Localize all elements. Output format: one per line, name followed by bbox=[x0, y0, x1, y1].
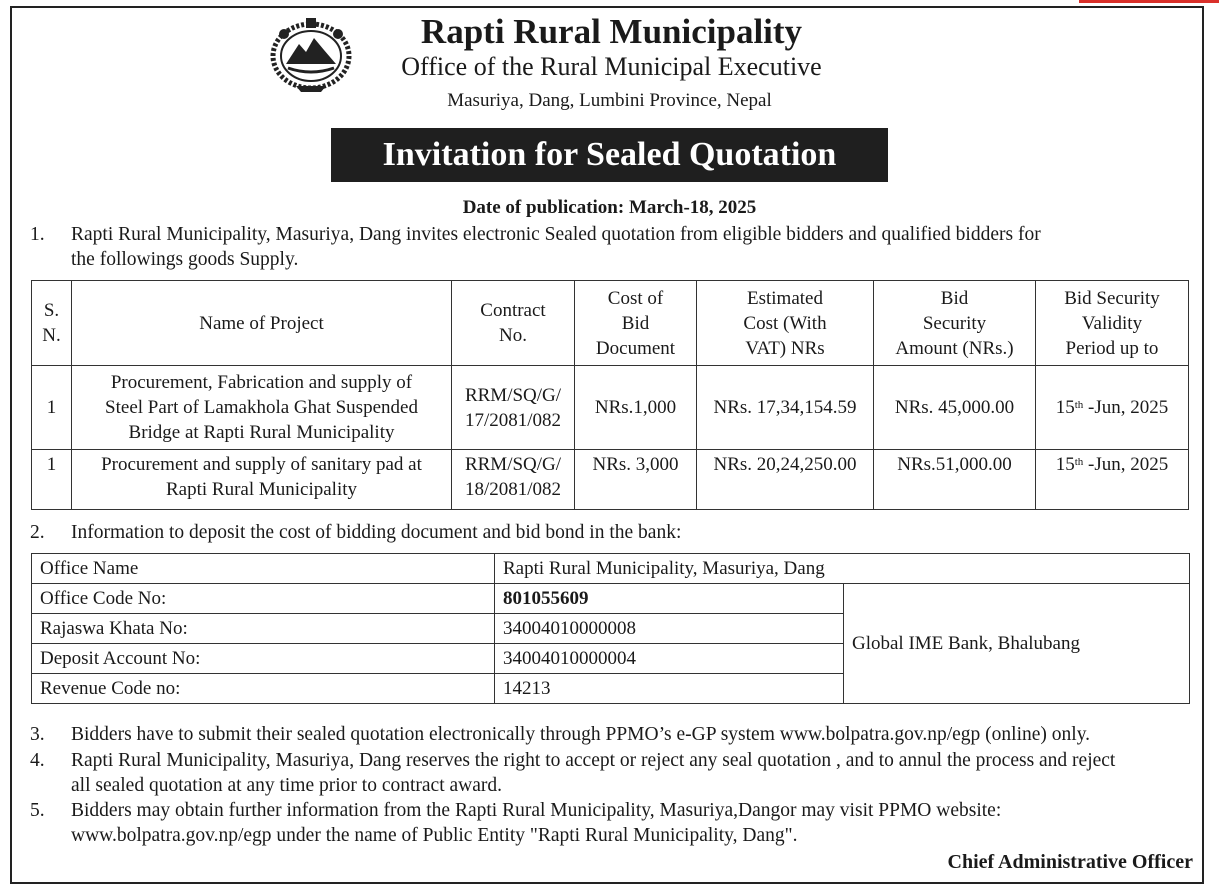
row-validity: 15th -Jun, 2025 bbox=[1036, 450, 1189, 510]
header-cost-of-document: Cost of Bid Document bbox=[575, 281, 697, 366]
row-contract-no: RRM/SQ/G/ 18/2081/082 bbox=[452, 450, 575, 510]
table-header-row bbox=[32, 281, 1189, 366]
clause-4-line-2: all sealed quotation at any time prior to contract award. bbox=[71, 775, 503, 796]
clause-4 bbox=[30, 748, 1192, 798]
intro-clause bbox=[30, 222, 1192, 272]
clause-number: 2. bbox=[30, 522, 45, 543]
clause-number: 5. bbox=[30, 800, 45, 821]
header-estimated-cost: Estimated Cost (With VAT) NRs bbox=[697, 281, 874, 366]
row-cost-of-document: NRs. 3,000 bbox=[575, 450, 697, 510]
table-row bbox=[32, 450, 1189, 510]
office-name-value: Rapti Rural Municipality, Masuriya, Dang bbox=[495, 554, 1190, 584]
office-name-label: Office Name bbox=[32, 554, 495, 584]
intro-line-1: Rapti Rural Municipality, Masuriya, Dang invites electronic Sealed quotation from eligible bidders and qualified bidders for bbox=[71, 224, 1041, 245]
deposit-info-clause bbox=[30, 520, 1192, 545]
deposit-info-text: Information to deposit the cost of bidding document and bid bond in the bank: bbox=[71, 522, 682, 543]
deposit-account-label: Deposit Account No: bbox=[32, 644, 495, 674]
header-project-name: Name of Project bbox=[72, 281, 452, 366]
row-contract-no: RRM/SQ/G/ 17/2081/082 bbox=[452, 366, 575, 450]
row-project-name: Procurement and supply of sanitary pad at Rapti Rural Municipality bbox=[72, 450, 452, 510]
bank-name: Global IME Bank, Bhalubang bbox=[844, 584, 1190, 704]
rajaswa-value: 34004010000008 bbox=[495, 614, 844, 644]
header-bid-security: Bid Security Amount (NRs.) bbox=[874, 281, 1036, 366]
intro-line-2: the followings goods Supply. bbox=[71, 249, 299, 270]
rajaswa-label: Rajaswa Khata No: bbox=[32, 614, 495, 644]
office-code-label: Office Code No: bbox=[32, 584, 495, 614]
row-project-name: Procurement, Fabrication and supply of Steel Part of Lamakhola Ghat Suspended Bridge at Rapti Rural Municipality bbox=[72, 366, 452, 450]
publication-date: Date of publication: March-18, 2025 bbox=[462, 197, 757, 218]
table-row bbox=[32, 584, 1190, 614]
clause-3 bbox=[30, 722, 1192, 747]
clause-5-line-2: www.bolpatra.gov.np/egp under the name of Public Entity "Rapti Rural Municipality, Dang". bbox=[71, 825, 798, 846]
clause-4-line-1: Rapti Rural Municipality, Masuriya, Dang reserves the right to accept or reject any seal quotation , and to annul the process and reject bbox=[71, 750, 1116, 771]
notice-title: Invitation for Sealed Quotation bbox=[331, 128, 888, 182]
top-accent-bar bbox=[1079, 0, 1219, 3]
table-row bbox=[32, 554, 1190, 584]
office-name: Office of the Rural Municipal Executive bbox=[401, 52, 822, 81]
deposit-account-value: 34004010000004 bbox=[495, 644, 844, 674]
office-code-value: 801055609 bbox=[495, 584, 844, 614]
clause-number: 3. bbox=[30, 724, 45, 745]
row-bid-security: NRs.51,000.00 bbox=[874, 450, 1036, 510]
bank-info-table bbox=[31, 553, 1190, 704]
row-estimated-cost: NRs. 20,24,250.00 bbox=[697, 450, 874, 510]
org-name: Rapti Rural Municipality bbox=[420, 12, 803, 51]
signoff: Chief Administrative Officer bbox=[947, 851, 1193, 873]
header-contract-no: Contract No. bbox=[452, 281, 575, 366]
table-row bbox=[32, 366, 1189, 450]
projects-table bbox=[31, 280, 1189, 510]
row-cost-of-document: NRs.1,000 bbox=[575, 366, 697, 450]
header-validity: Bid Security Validity Period up to bbox=[1036, 281, 1189, 366]
clause-5-line-1: Bidders may obtain further information from the Rapti Rural Municipality, Masuriya,Dangor may visit PPMO website: bbox=[71, 800, 1002, 821]
row-bid-security: NRs. 45,000.00 bbox=[874, 366, 1036, 450]
office-address: Masuriya, Dang, Lumbini Province, Nepal bbox=[447, 90, 772, 111]
revenue-code-label: Revenue Code no: bbox=[32, 674, 495, 704]
clause-3-text: Bidders have to submit their sealed quotation electronically through PPMO’s e-GP system www.bolpatra.gov.np/egp (online) only. bbox=[71, 724, 1091, 745]
clause-5 bbox=[30, 798, 1192, 848]
row-estimated-cost: NRs. 17,34,154.59 bbox=[697, 366, 874, 450]
revenue-code-value: 14213 bbox=[495, 674, 844, 704]
clause-number: 4. bbox=[30, 750, 45, 771]
row-sn: 1 bbox=[32, 366, 72, 450]
header-sn: S. N. bbox=[32, 281, 72, 366]
row-validity: 15th -Jun, 2025 bbox=[1036, 366, 1189, 450]
row-sn: 1 bbox=[32, 450, 72, 510]
clause-number: 1. bbox=[30, 224, 45, 245]
